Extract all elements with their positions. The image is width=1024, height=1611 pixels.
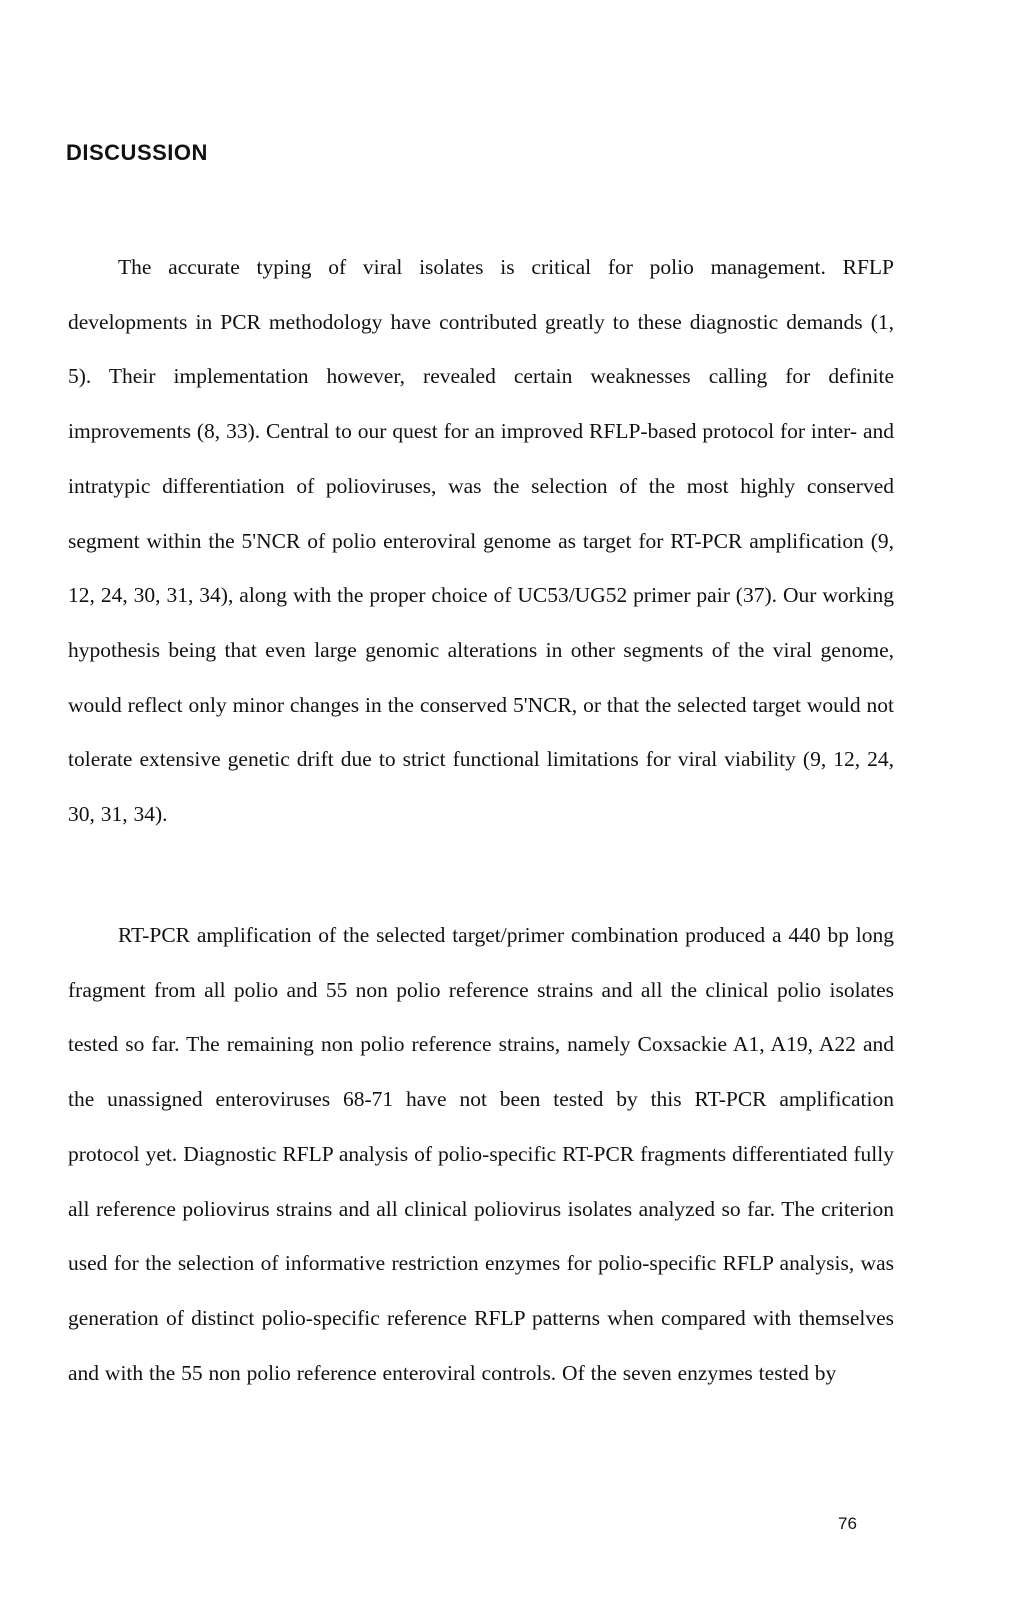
body-paragraph-1: The accurate typing of viral isolates is critical for polio management. RFLP developments in PCR methodology have contributed greatly to these diagnostic demands (1, 5). Their implementation however, revealed certain weaknesses calling for definite improvements (8, 33). Central to our quest for an improved RFLP-based protocol for inter- and intratypic differentiation of polioviruses, was the selection of the most highly conserved segment within the 5'NCR of polio enteroviral genome as target for RT-PCR amplification (9, 12, 24, 30, 31, 34), along with the proper choice of UC53/UG52 primer pair (37). Our working hypothesis being that even large genomic alterations in other segments of the viral genome, would reflect only minor changes in the conserved 5'NCR, or that the selected target would not tolerate extensive genetic drift due to strict functional limitations for viral viability (9, 12, 24, 30, 31, 34). xyxy=(68,255,894,827)
body-paragraph-2: RT-PCR amplification of the selected target/primer combination produced a 440 bp long fragment from all polio and 55 non polio reference strains and all the clinical polio isolates tested so far. The remaining non polio reference strains, namely Coxsackie A1, A19, A22 and the unassigned enteroviruses 68-71 have not been tested by this RT-PCR amplification protocol yet. Diagnostic RFLP analysis of polio-specific RT-PCR fragments differentiated fully all reference poliovirus strains and all clinical poliovirus isolates analyzed so far. The criterion used for the selection of informative restriction enzymes for polio-specific RFLP analysis, was generation of distinct polio-specific reference RFLP patterns when compared with themselves and with the 55 non polio reference enteroviral controls. Of the seven enzymes tested by xyxy=(68,923,894,1385)
page-number: 76 xyxy=(838,1514,857,1533)
section-heading: DISCUSSION xyxy=(66,140,208,165)
